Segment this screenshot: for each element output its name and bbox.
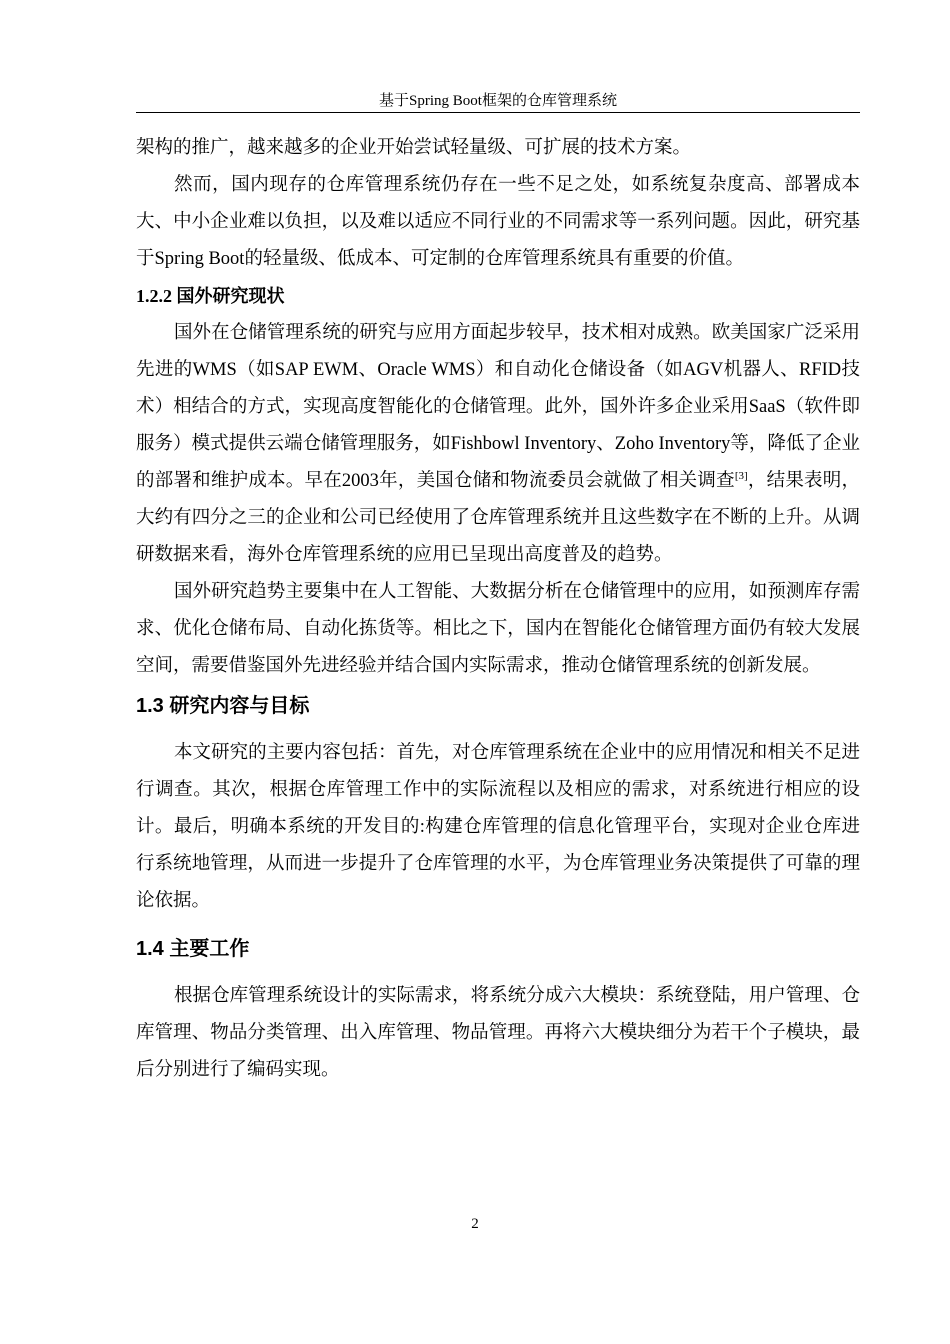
paragraph-continuation: 架构的推广，越来越多的企业开始尝试轻量级、可扩展的技术方案。 [136,138,692,158]
section-heading-1-3: 1.3 研究内容与目标 [136,695,310,717]
page-body [136,130,860,1089]
paragraph-domestic-shortcomings: 然而，国内现存的仓库管理系统仍存在一些不足之处，如系统复杂度高、部署成本大、中小企业难以负担，以及难以适应不同行业的不同需求等一系列问题。因此，研究基于Spring Boot的轻量级、低成本、可定制的仓库管理系统具有重要的价值。 [136,175,860,269]
paragraph-text: 国外在仓储管理系统的研究与应用方面起步较早，技术相对成熟。欧美国家广泛采用先进的WMS（如SAP EWM、Oracle WMS）和自动化仓储设备（如AGV机器人、RFID技术）相结合的方式，实现高度智能化的仓储管理。此外，国外许多企业采用SaaS（软件即服务）模式提供云端仓储管理服务，如Fishbowl Inventory、Zoho Inventory等，降低了企业的部署和维护成本。早在2003年，美国仓储和物流委员会就做了相关调查 [136,323,860,491]
header-divider [136,112,860,113]
citation-reference[interactable]: [3] [734,469,748,482]
paragraph-research-content: 本文研究的主要内容包括：首先，对仓库管理系统在企业中的应用情况和相关不足进行调查。其次，根据仓库管理工作中的实际流程以及相应的需求，对系统进行相应的设计。最后，明确本系统的开发目的:构建仓库管理的信息化管理平台，实现对企业仓库进行系统地管理，从而进一步提升了仓库管理的水平，为仓库管理业务决策提供了可靠的理论依据。 [136,743,860,911]
paragraph-text: ，结果表明，大约有四分之三的企业和公司已经使用了仓库管理系统并且这些数字在不断的上升。从调研数据来看，海外仓库管理系统的应用已呈现出高度普及的趋势。 [136,471,860,565]
section-heading-1-4: 1.4 主要工作 [136,938,250,960]
subsection-heading-1-2-2: 1.2.2 国外研究现状 [136,286,285,306]
running-header: 基于Spring Boot框架的仓库管理系统 [379,93,617,109]
paragraph-foreign-research [136,315,860,574]
paragraph-foreign-trends: 国外研究趋势主要集中在人工智能、大数据分析在仓储管理中的应用，如预测库存需求、优化仓储布局、自动化拣货等。相比之下，国内在智能化仓储管理方面仍有较大发展空间，需要借鉴国外先进经验并结合国内实际需求，推动仓储管理系统的创新发展。 [136,582,860,676]
paragraph-main-work: 根据仓库管理系统设计的实际需求，将系统分成六大模块：系统登陆，用户管理、仓库管理、物品分类管理、出入库管理、物品管理。再将六大模块细分为若干个子模块，最后分别进行了编码实现。 [136,986,860,1080]
page-number: 2 [471,1216,479,1232]
